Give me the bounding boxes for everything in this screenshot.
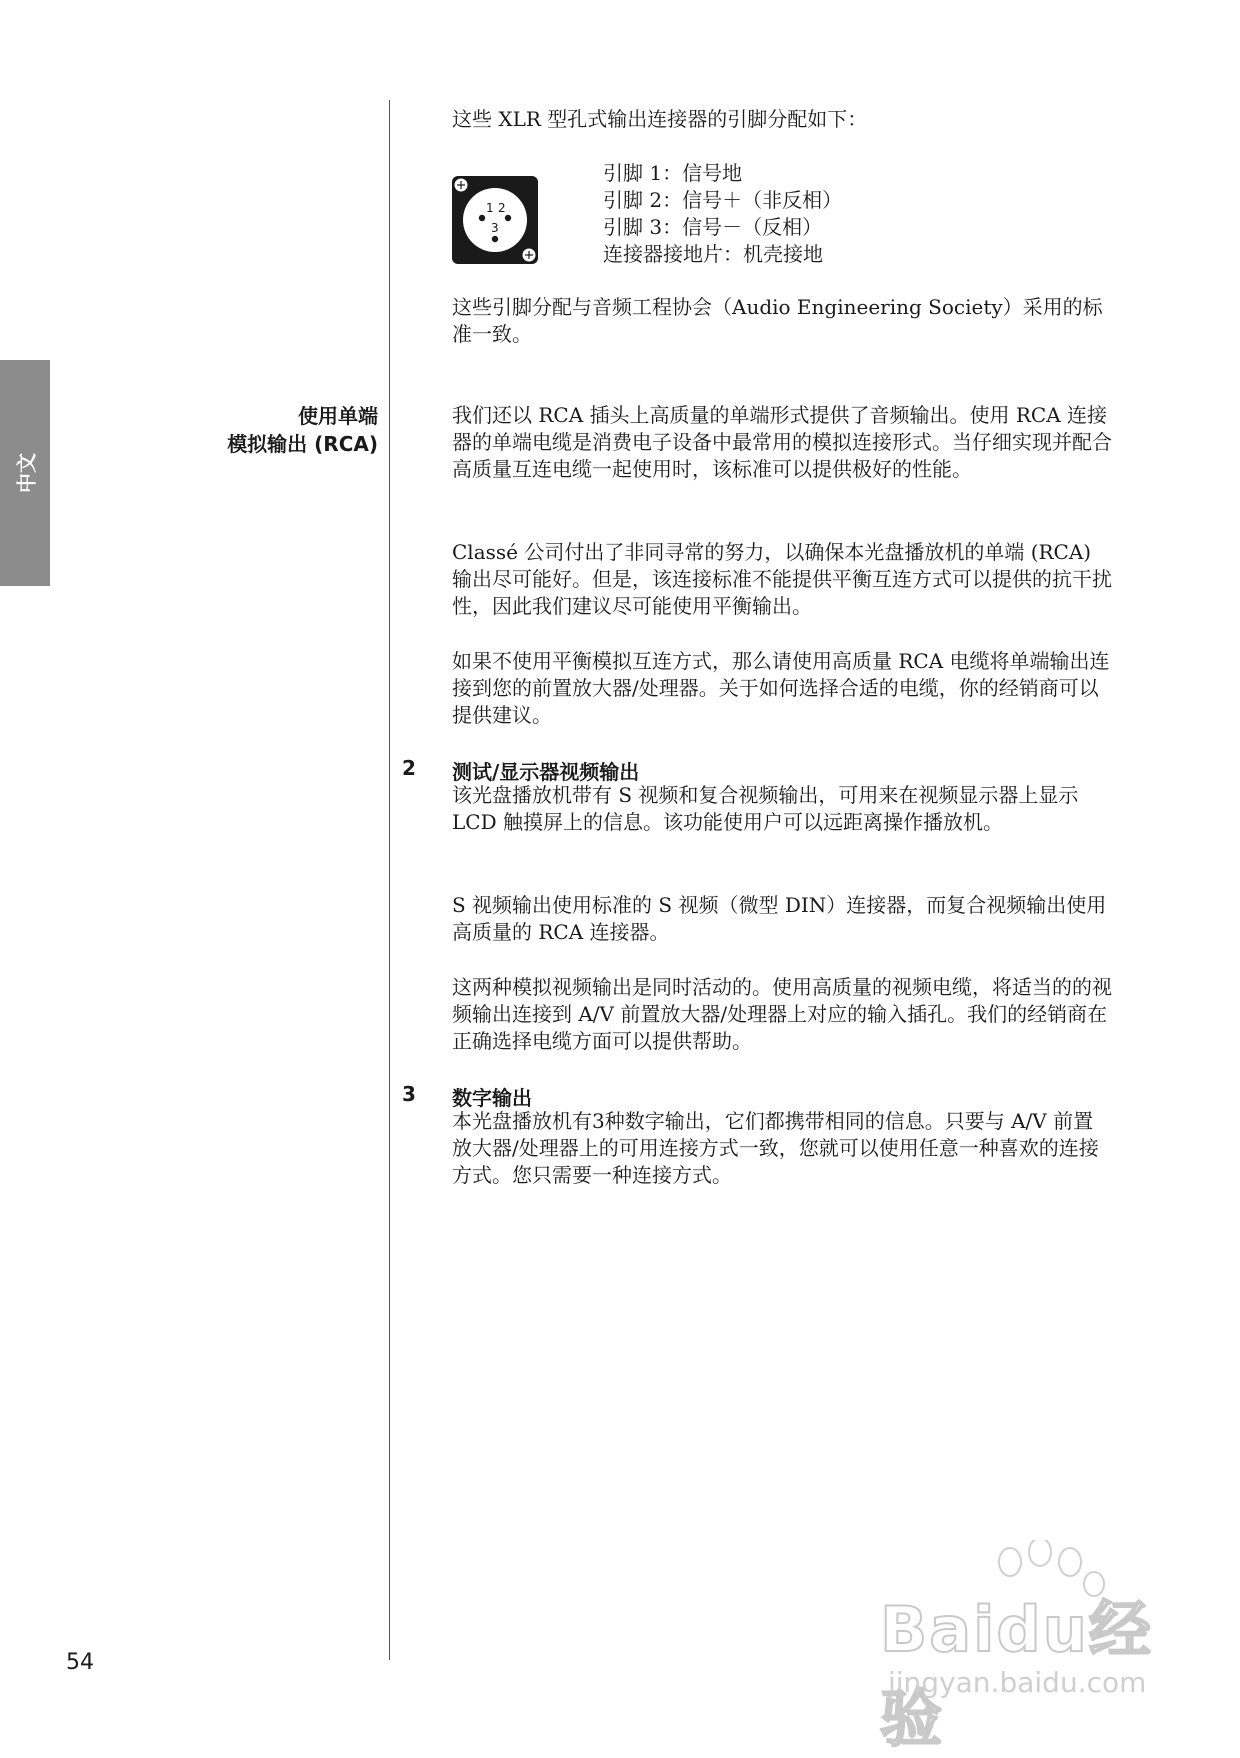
- pin-3-label: 3: [491, 221, 499, 235]
- section-2-number: 2: [402, 756, 416, 780]
- aes-paragraph: 这些引脚分配与音频工程协会（Audio Engineering Society）采用的标准一致。: [452, 295, 1103, 346]
- pin-2-hole: [505, 215, 511, 221]
- body-paragraph: 该光盘播放机带有 S 视频和复合视频输出，可用来在视频显示器上显示 LCD 触摸屏上的信息。该功能使用户可以远距离操作播放机。: [452, 783, 1079, 834]
- body-paragraph: 这两种模拟视频输出是同时活动的。使用高质量的视频电缆，将适当的的视频输出连接到 A/V 前置放大器/处理器上对应的输入插孔。我们的经销商在正确选择电缆方面可以提供帮助。: [452, 975, 1112, 1053]
- pin-1-label: 1: [486, 201, 494, 215]
- body-paragraph: 如果不使用平衡模拟互连方式，那么请使用高质量 RCA 电缆将单端输出连接到您的前置放大器/处理器。关于如何选择合适的电缆，你的经销商可以提供建议。: [452, 649, 1110, 727]
- pin-assignment-item: 引脚 1：信号地: [603, 161, 743, 185]
- section-3-number: 3: [402, 1082, 416, 1106]
- intro-text: [452, 106, 1112, 133]
- section-2-title: 测试/显示器视频输出: [452, 760, 640, 784]
- ground-screw-bottom-right: [522, 248, 536, 262]
- body-paragraph: 我们还以 RCA 插头上高质量的单端形式提供了音频输出。使用 RCA 连接器的单端电缆是消费电子设备中最常用的模拟连接形式。当仔细实现并配合高质量互连电缆一起使用时，该标准可以提供极好的性能。: [452, 403, 1112, 481]
- pin-2-label: 2: [498, 201, 506, 215]
- pin-3-hole: [492, 236, 498, 242]
- rca-paragraph-3: [452, 648, 1112, 729]
- page-number: 54: [66, 1650, 94, 1675]
- baidu-watermark: [880, 1540, 1180, 1755]
- pin-assignment-item: 引脚 3：信号－（反相）: [603, 215, 823, 239]
- section-2-paragraph-3: [452, 974, 1112, 1055]
- rca-heading-line-2: 模拟输出 (RCA): [227, 432, 378, 456]
- rca-heading-line-1: 使用单端: [298, 404, 378, 428]
- intro-paragraph: 这些 XLR 型孔式输出连接器的引脚分配如下：: [452, 107, 868, 131]
- section-3-title: 数字输出: [452, 1086, 532, 1110]
- ground-screw-top-left: [454, 178, 468, 192]
- language-tab-label: 中文: [14, 453, 39, 493]
- rca-paragraph-1: [452, 402, 1112, 483]
- section-2-paragraph-1: [452, 782, 1112, 836]
- xlr-connector-icon: [452, 176, 538, 264]
- pin-assignment-item: 连接器接地片：机壳接地: [603, 242, 823, 266]
- body-paragraph: 本光盘播放机有3种数字输出，它们都携带相同的信息。只要与 A/V 前置放大器/处理器上的可用连接方式一致，您就可以使用任意一种喜欢的连接方式。您只需要一种连接方式。: [452, 1109, 1099, 1187]
- section-3-paragraph-1: [452, 1108, 1112, 1189]
- rca-paragraph-2: [452, 539, 1112, 620]
- pin-assignment-item: 引脚 2：信号＋（非反相）: [603, 188, 843, 212]
- body-paragraph: S 视频输出使用标准的 S 视频（微型 DIN）连接器，而复合视频输出使用高质量的 RCA 连接器。: [452, 893, 1107, 944]
- column-divider: [389, 100, 390, 1660]
- watermark-logo: Baidu经验: [880, 1593, 1153, 1755]
- language-tab: [0, 360, 50, 586]
- aes-text: [452, 294, 1112, 348]
- pin-assignment-list: [603, 160, 842, 268]
- xlr-connector-diagram: [452, 176, 538, 264]
- pin-1-hole: [479, 215, 485, 221]
- body-paragraph: Classé 公司付出了非同寻常的努力，以确保本光盘播放机的单端 (RCA) 输出尽可能好。但是，该连接标准不能提供平衡互连方式可以提供的抗干扰性，因此我们建议尽可能使用平衡输出。: [452, 540, 1112, 618]
- section-2-paragraph-2: [452, 892, 1112, 946]
- watermark-url: jingyan.baidu.com: [888, 1666, 1147, 1699]
- rca-section-heading: [227, 402, 378, 458]
